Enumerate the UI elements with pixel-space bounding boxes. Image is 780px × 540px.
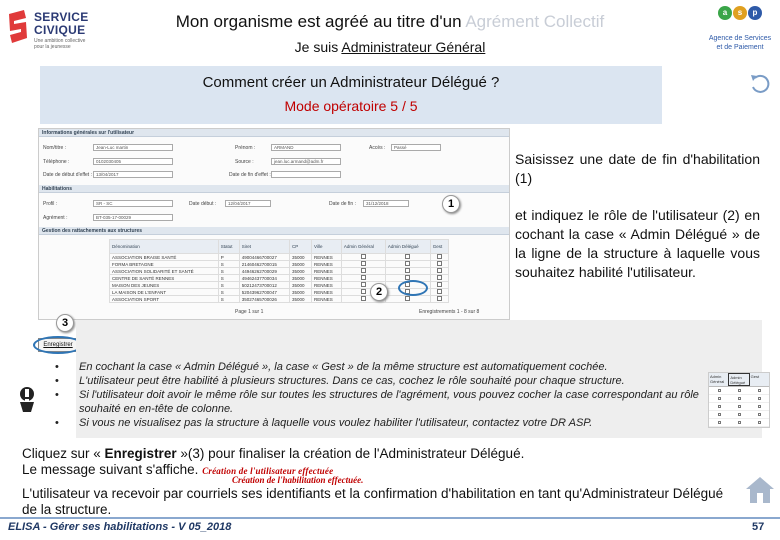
mini-cell <box>729 403 749 410</box>
bottom-instructions <box>22 446 732 518</box>
banner-question: Comment créer un Administrateur Délégué ? <box>202 74 500 91</box>
table-cell: P <box>218 254 239 261</box>
mini-cell <box>709 403 729 410</box>
note-1: • En cochant la case « Admin Délégué », la case « Gest » de la même structure est automatiquement cochée. <box>55 360 705 374</box>
input-date-debut-effet[interactable]: 13/04/2017 <box>93 171 173 178</box>
role-cell <box>385 254 430 261</box>
bottom-line-3: L'utilisateur va recevoir par courriels ses identifiants et la confirmation d'habilitation en tant qu'Administrateur Délégué de la structure. <box>22 486 724 517</box>
table-cell: 35000 <box>290 289 312 296</box>
admin-general-checkbox[interactable] <box>361 296 366 301</box>
col-siret: Siret <box>239 240 289 254</box>
undo-icon[interactable] <box>748 72 770 94</box>
mini-row <box>709 411 769 419</box>
admin-delegue-checkbox[interactable] <box>405 254 410 259</box>
table-row <box>110 296 449 303</box>
mini-cell <box>749 411 769 418</box>
table-cell: RENNES <box>312 261 342 268</box>
mini-cell <box>729 387 749 394</box>
logo-tagline: Une ambition collective pour la jeunesse <box>34 38 86 50</box>
table-row <box>110 254 449 261</box>
note-3: • Si l'utilisateur doit avoir le même rôle sur toutes les structures de l'agrément, vous pouvez cocher la case correspondant au rôle souhaité en en-tête de colonne. <box>55 388 705 416</box>
table-cell: RENNES <box>312 289 342 296</box>
instructions-right <box>515 150 760 300</box>
note-2: • L'utilisateur peut être habilité à plusieurs structures. Dans ce cas, cochez le rôle souhaité pour chaque structure. <box>55 374 705 388</box>
col-admin-delegue[interactable]: Admin Délégué <box>385 240 430 254</box>
table-row <box>110 268 449 275</box>
gest-checkbox[interactable] <box>437 261 442 266</box>
input-prenom[interactable]: ARMAND <box>271 144 341 151</box>
table-cell: 44946262700029 <box>239 268 289 275</box>
admin-general-checkbox[interactable] <box>361 254 366 259</box>
gest-checkbox[interactable] <box>437 275 442 280</box>
table-header-row <box>110 240 449 254</box>
table-cell: S <box>218 268 239 275</box>
subtitle-prefix: Je suis <box>294 39 342 55</box>
table-row <box>110 261 449 268</box>
mini-checkbox <box>738 389 741 392</box>
save-button[interactable]: Enregistrer <box>38 338 78 352</box>
instruction-banner <box>40 66 662 124</box>
role-cell <box>430 282 448 289</box>
mini-cell <box>709 387 729 394</box>
table-cell: 35027465700026 <box>239 296 289 303</box>
label-date-fin-effet: Date de fin d'effet : <box>229 172 271 178</box>
table-cell: CENTRE DE SANTÉ RENNES <box>110 275 219 282</box>
role-cell <box>430 275 448 282</box>
role-cell <box>430 296 448 303</box>
input-nom[interactable]: Jean-Luc martin <box>93 144 173 151</box>
col-admin-general[interactable]: Admin Général <box>341 240 385 254</box>
table-cell: S <box>218 275 239 282</box>
label-date-debut: Date début : <box>189 201 217 207</box>
mini-checkbox <box>718 397 721 400</box>
admin-general-checkbox[interactable] <box>361 282 366 287</box>
mini-col-admin-general: Admin Général <box>710 374 725 384</box>
table-cell: 35000 <box>290 282 312 289</box>
label-nom: Nom/titre : <box>43 145 67 151</box>
gest-checkbox[interactable] <box>437 289 442 294</box>
table-cell: 52043962700047 <box>239 289 289 296</box>
role-cell <box>341 275 385 282</box>
badge-1: 1 <box>442 195 460 213</box>
role-cell <box>430 268 448 275</box>
admin-delegue-checkbox[interactable] <box>405 296 410 301</box>
section-user-info: Informations générales sur l'utilisateur <box>39 129 509 137</box>
note-4: • Si vous ne visualisez pas la structure à laquelle vous voulez habiliter l'utilisateur, contactez votre DR ASP. <box>55 416 705 430</box>
mini-cell <box>709 411 729 418</box>
col-ville: Ville <box>312 240 342 254</box>
table-cell: ASSOCIATION SPORT <box>110 296 219 303</box>
input-source[interactable]: jean.luc.armand@adm.fr <box>271 158 341 165</box>
col-statut: Statut <box>218 240 239 254</box>
subtitle-role: Administrateur Général <box>341 39 486 55</box>
table-row <box>110 275 449 282</box>
instruction-2: et indiquez le rôle de l'utilisateur (2) en cochant la case « Admin Délégué » de la ligne de la structure à laquelle vous souhaitez habilité l'utilisateur. <box>515 207 760 280</box>
admin-general-checkbox[interactable] <box>361 268 366 273</box>
mini-row <box>709 419 769 427</box>
asp-line2: et de Paiement <box>716 44 764 51</box>
table-cell: 35000 <box>290 261 312 268</box>
instruction-1: Saisissez une date de fin d'habilitation (1) <box>515 151 760 186</box>
select-profil[interactable]: SR - SC <box>93 200 173 207</box>
table-cell: 35000 <box>290 296 312 303</box>
asp-letter-s: s <box>733 6 747 20</box>
mini-checkbox <box>738 397 741 400</box>
table-cell: LA MAISON DE L'ENFANT <box>110 289 219 296</box>
page-number: 57 <box>752 521 765 533</box>
asp-letter-a: a <box>718 6 732 20</box>
table-cell: 49004466700027 <box>239 254 289 261</box>
table-cell: 49462437700034 <box>239 275 289 282</box>
label-agrement: Agrément : <box>43 215 68 221</box>
mini-checkbox <box>758 421 761 424</box>
logo-line2: CIVIQUE <box>34 23 86 37</box>
select-acces[interactable]: Passé <box>391 144 441 151</box>
gest-checkbox[interactable] <box>437 268 442 273</box>
table-cell: S <box>218 289 239 296</box>
label-profil: Profil : <box>43 201 58 207</box>
gest-checkbox[interactable] <box>437 296 442 301</box>
footer-document-title: ELISA - Gérer ses habilitations - V 05_2018 <box>8 521 232 533</box>
mini-col-gest: Gest <box>750 374 760 379</box>
asp-line1: Agence de Services <box>708 35 772 42</box>
role-cell <box>430 261 448 268</box>
table-cell: RENNES <box>312 296 342 303</box>
table-cell: ASSOCIATION SOLIDARITÉ ET SANTÉ <box>110 268 219 275</box>
role-cell <box>385 261 430 268</box>
mini-cell <box>709 419 729 426</box>
record-count: Enregistrements 1 - 8 sur 8 <box>419 309 480 315</box>
confirmation-message-2: Création de l'habilitation effectuée. <box>232 475 364 485</box>
table-cell: S <box>218 296 239 303</box>
role-cell <box>341 268 385 275</box>
bottom-line-1 <box>22 446 732 462</box>
input-date-fin[interactable]: 31/12/2018 <box>363 200 409 207</box>
mini-checkbox <box>758 413 761 416</box>
mini-checkbox <box>738 421 741 424</box>
admin-general-checkbox[interactable] <box>361 261 366 266</box>
mini-cell <box>749 387 769 394</box>
table-cell: 35000 <box>290 268 312 275</box>
logo-line1: SERVICE <box>34 10 89 24</box>
page-subtitle <box>0 39 780 55</box>
notes-list <box>55 360 705 430</box>
mini-cell <box>729 395 749 402</box>
mini-checkbox <box>718 421 721 424</box>
input-date-fin-effet[interactable] <box>271 171 341 178</box>
gest-checkbox[interactable] <box>437 254 442 259</box>
table-cell: RENNES <box>312 254 342 261</box>
bottom-line-2 <box>22 462 732 479</box>
table-cell: 35000 <box>290 275 312 282</box>
bottom-l1-suffix: »(3) pour finaliser la création de l'Administrateur Délégué. <box>176 446 525 461</box>
section-habilitations: Habilitations <box>39 185 509 193</box>
table-cell: RENNES <box>312 268 342 275</box>
badge-3: 3 <box>56 314 74 332</box>
mini-role-table <box>708 372 770 428</box>
table-cell: S <box>218 261 239 268</box>
mini-cell <box>749 419 769 426</box>
mini-checkbox <box>758 397 761 400</box>
role-cell <box>385 296 430 303</box>
structures-table <box>109 239 449 303</box>
table-cell: 50212473700012 <box>239 282 289 289</box>
table-cell: RENNES <box>312 275 342 282</box>
mini-row <box>709 403 769 411</box>
admin-general-checkbox[interactable] <box>361 289 366 294</box>
mini-checkbox <box>738 413 741 416</box>
mini-row <box>709 395 769 403</box>
mini-checkbox <box>758 389 761 392</box>
mini-checkbox <box>718 389 721 392</box>
asp-logo <box>706 4 774 62</box>
gest-checkbox[interactable] <box>437 282 442 287</box>
pagination[interactable]: Page 1 sur 1 <box>235 309 264 315</box>
table-cell: ASSOCIATION BRAISE SANTÉ <box>110 254 219 261</box>
role-cell <box>341 261 385 268</box>
asp-letter-p: p <box>748 6 762 20</box>
admin-delegue-checkbox[interactable] <box>405 261 410 266</box>
table-cell: RENNES <box>312 282 342 289</box>
bottom-l2: Le message suivant s'affiche. <box>22 462 199 477</box>
input-telephone[interactable]: 0102030405 <box>93 158 173 165</box>
bottom-l1-prefix: Cliquez sur « <box>22 446 105 461</box>
badge-2: 2 <box>370 283 388 301</box>
admin-general-checkbox[interactable] <box>361 275 366 280</box>
role-cell <box>341 254 385 261</box>
label-telephone: Téléphone : <box>43 159 70 165</box>
mini-checkbox <box>718 405 721 408</box>
role-cell <box>430 289 448 296</box>
table-cell: 21460462700015 <box>239 261 289 268</box>
col-denomination: Dénomination <box>110 240 219 254</box>
input-agrement[interactable]: BT-035-17-00029 <box>93 214 173 221</box>
confirmation-message-1: Création de l'utilisateur effectuée <box>202 466 334 476</box>
admin-delegue-checkbox[interactable] <box>405 268 410 273</box>
bottom-l1-bold: Enregistrer <box>104 446 177 461</box>
title-prefix: Mon organisme est agréé au titre d'un <box>175 12 466 31</box>
mini-cell <box>749 395 769 402</box>
title-accent: Agrément Collectif <box>465 12 605 31</box>
habilitation-form <box>38 128 510 320</box>
mini-checkbox <box>718 413 721 416</box>
warning-icon <box>14 384 40 414</box>
table-cell: S <box>218 282 239 289</box>
mini-cell <box>709 395 729 402</box>
col-gest[interactable]: Gest <box>430 240 448 254</box>
mini-cell <box>729 419 749 426</box>
table-cell: 35000 <box>290 254 312 261</box>
input-date-debut[interactable]: 12/04/2017 <box>225 200 271 207</box>
mini-checkbox <box>738 405 741 408</box>
section-rattachements: Gestion des rattachements aux structures <box>39 227 509 235</box>
table-cell: MAISON DES JEUNES <box>110 282 219 289</box>
mini-cell <box>729 411 749 418</box>
col-cp: CP <box>290 240 312 254</box>
footer-divider <box>0 517 780 519</box>
role-cell <box>430 254 448 261</box>
role-cell <box>385 268 430 275</box>
page-title <box>0 12 780 32</box>
table-cell: FORMA BRETAGNE <box>110 261 219 268</box>
banner-step: Mode opératoire 5 / 5 <box>284 98 418 114</box>
mini-row <box>709 387 769 395</box>
label-date-fin: Date de fin : <box>329 201 356 207</box>
mini-cell <box>749 403 769 410</box>
mini-checkbox <box>758 405 761 408</box>
label-prenom: Prénom : <box>235 145 256 151</box>
label-acces: Accès : <box>369 145 386 151</box>
label-source: Source : <box>235 159 254 165</box>
highlight-admin-delegue <box>398 280 428 296</box>
mini-col-admin-delegue: Admin Délégué <box>728 373 749 386</box>
label-date-debut-effet: Date de début d'effet : <box>43 172 92 178</box>
home-icon[interactable] <box>744 474 776 506</box>
